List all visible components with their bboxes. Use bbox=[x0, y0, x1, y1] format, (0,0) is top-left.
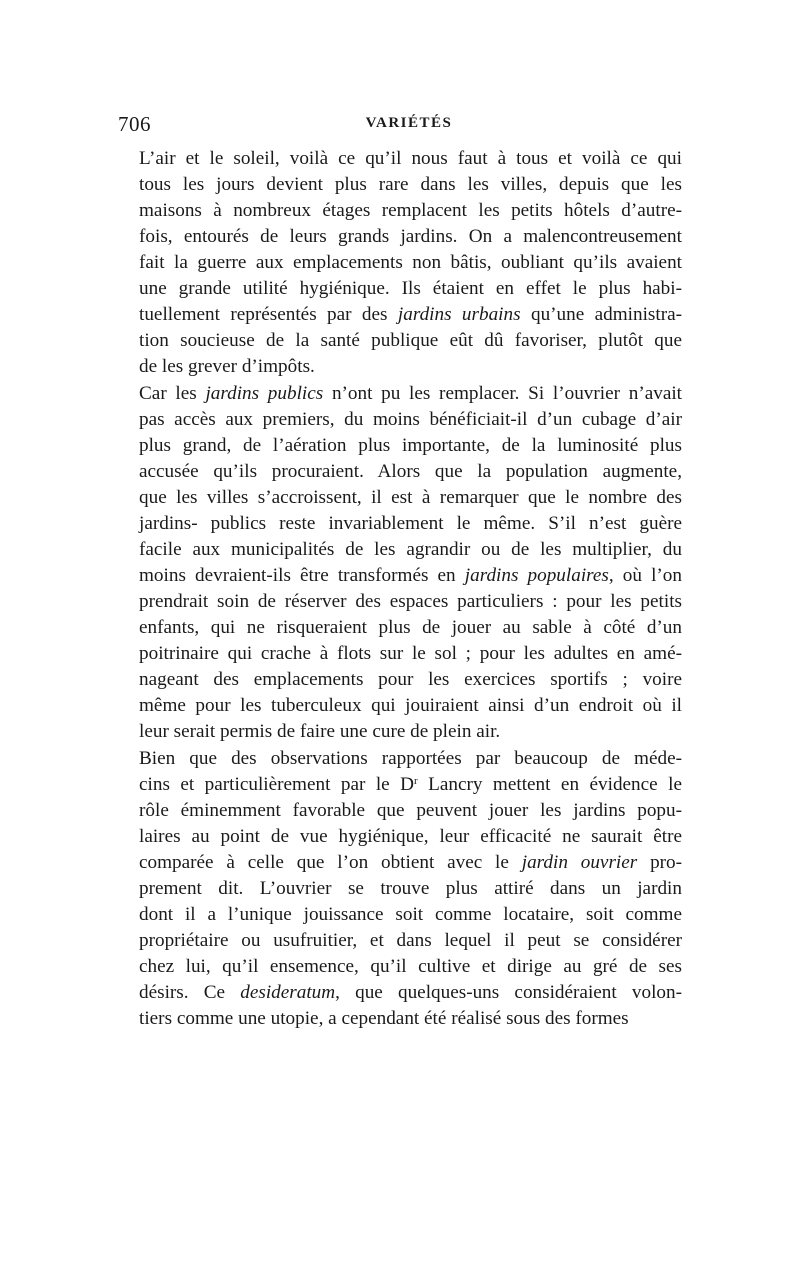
text-line: chez lui, qu’il ensemence, qu’il cultive et dirige au gré de ses bbox=[139, 956, 682, 977]
text-line: rôle éminemment favorable que peuvent jouer les jardins popu- bbox=[139, 800, 682, 821]
text-line: maisons à nombreux étages remplacent les petits hôtels d’autre- bbox=[139, 200, 682, 221]
text-line: que les villes s’accroissent, il est à remarquer que le nombre des bbox=[139, 487, 682, 508]
text-line: désirs. Ce desideratum, que quelques-uns considéraient volon- bbox=[139, 982, 682, 1003]
text-line: facile aux municipalités de les agrandir ou de les multiplier, du bbox=[139, 539, 682, 560]
text-line: dont il a l’unique jouissance soit comme locataire, soit comme bbox=[139, 904, 682, 925]
text-line: comparée à celle que l’on obtient avec le jardin ouvrier pro- bbox=[139, 852, 683, 873]
text-line: poitrinaire qui crache à flots sur le sol ; pour les adultes en amé- bbox=[139, 643, 682, 664]
text-line: Bien que des observations rapportées par beaucoup de méde- bbox=[139, 748, 682, 769]
text-line: prement dit. L’ouvrier se trouve plus attiré dans un jardin bbox=[139, 878, 682, 899]
text-line: tiers comme une utopie, a cependant été réalisé sous des formes bbox=[139, 1008, 629, 1029]
text-line: pas accès aux premiers, du moins bénéficiait-il d’un cubage d’air bbox=[139, 409, 682, 430]
text-line: propriétaire ou usufruitier, et dans lequel il peut se considérer bbox=[139, 930, 682, 951]
text-line: tion soucieuse de la santé publique eût dû favoriser, plutôt que bbox=[139, 330, 682, 351]
text-line: une grande utilité hygiénique. Ils étaient en effet le plus habi- bbox=[139, 278, 682, 299]
text-line: de les grever d’impôts. bbox=[139, 356, 315, 377]
text-line: jardins- publics reste invariablement le même. S’il n’est guère bbox=[139, 513, 682, 534]
text-line: nageant des emplacements pour les exercices sportifs ; voire bbox=[139, 669, 682, 690]
text-line: L’air et le soleil, voilà ce qu’il nous faut à tous et voilà ce qui bbox=[139, 148, 682, 169]
text-line: Car les jardins publics n’ont pu les remplacer. Si l’ouvrier n’avait bbox=[139, 383, 682, 404]
page-number: 706 bbox=[118, 112, 151, 136]
text-line: plus grand, de l’aération plus importante, de la luminosité plus bbox=[139, 435, 682, 456]
text-line: enfants, qui ne risqueraient plus de jouer au sable à côté d’un bbox=[139, 617, 682, 638]
text-line: même pour les tuberculeux qui jouiraient ainsi d’un endroit où il bbox=[139, 695, 682, 716]
text-line: laires au point de vue hygiénique, leur efficacité ne saurait être bbox=[139, 826, 682, 847]
book-page bbox=[118, 112, 682, 1032]
running-title: VARIÉTÉS bbox=[365, 115, 453, 131]
text-line: moins devraient-ils être transformés en jardins populaires, où l’on bbox=[139, 565, 682, 586]
paragraph bbox=[118, 746, 682, 1032]
text-line: cins et particulièrement par le $D^r$ Lancry mettent en évidence le bbox=[139, 774, 682, 795]
text-line: prendrait soin de réserver des espaces particuliers : pour les petits bbox=[139, 591, 682, 612]
paragraph bbox=[118, 381, 682, 745]
text-line: tous les jours devient plus rare dans les villes, depuis que les bbox=[139, 174, 682, 195]
text-line: tuellement représentés par des jardins urbains qu’une administra- bbox=[139, 304, 683, 325]
text-line: accusée qu’ils procuraient. Alors que la population augmente, bbox=[139, 461, 682, 482]
text-line: leur serait permis de faire une cure de plein air. bbox=[139, 721, 501, 742]
body-text bbox=[118, 146, 682, 1032]
running-head bbox=[118, 112, 682, 146]
paragraph bbox=[118, 146, 682, 380]
text-line: fait la guerre aux emplacements non bâtis, oubliant qu’ils avaient bbox=[139, 252, 682, 273]
text-line: fois, entourés de leurs grands jardins. On a malencontreusement bbox=[139, 226, 682, 247]
